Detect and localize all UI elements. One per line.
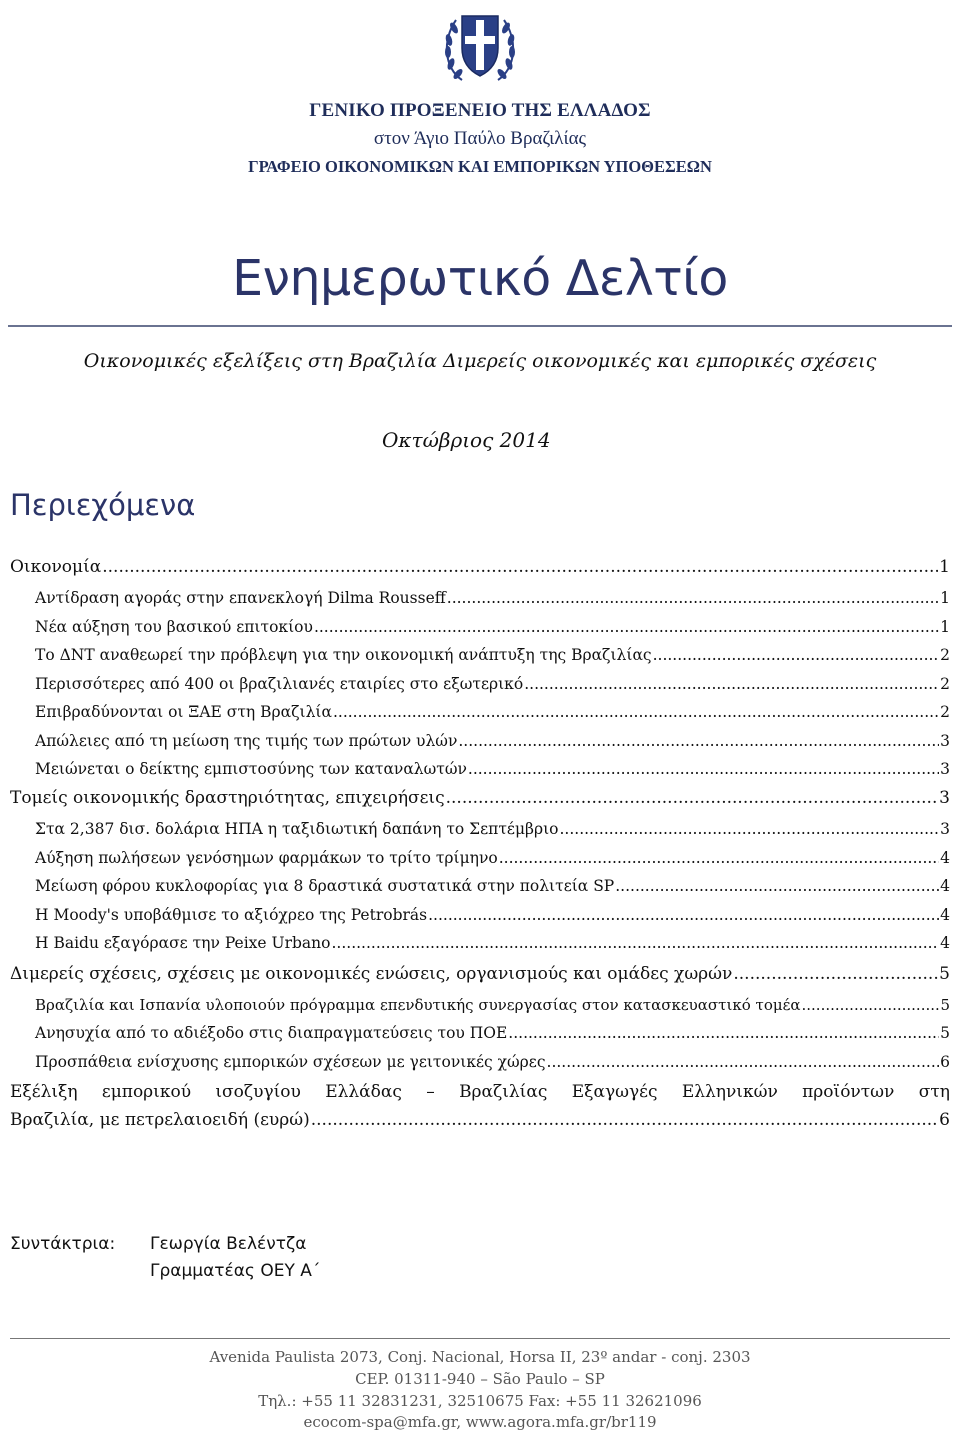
toc-entry-text: Αντίδραση αγοράς στην επανεκλογή Dilma Rousseff <box>35 589 446 607</box>
toc-entry-text: Μειώνεται ο δείκτης εμπιστοσύνης των καταναλωτών <box>35 760 467 778</box>
toc-entry-text: Βραζιλία, με πετρελαιοειδή (ευρώ) <box>10 1110 310 1130</box>
toc-leader <box>653 646 940 664</box>
toc-page-number: 1 <box>940 618 950 636</box>
footer-divider <box>10 1338 950 1339</box>
toc-entry[interactable] <box>35 877 950 895</box>
toc-entry-text: Απώλειες από τη μείωση της τιμής των πρώτων υλών <box>35 732 458 750</box>
toc-entry-text: Βραζιλία και Ισπανία υλοποιούν πρόγραμμα επενδυτικής συνεργασίας στον κατασκευαστικό τομέα <box>35 996 801 1014</box>
toc-leader <box>508 1024 939 1042</box>
document-subtitle: Οικονομικές εξελίξεις στη Βραζιλία Διμερείς οικονομικές και εμπορικές σχέσεις <box>83 350 877 372</box>
toc-entry-wrapped[interactable] <box>10 1082 950 1130</box>
toc-leader <box>733 964 938 984</box>
toc-page-number: 4 <box>940 849 950 867</box>
footer-phone: Τηλ.: +55 11 32831231, 32510675 Fax: +55 11 32621096 <box>258 1392 702 1410</box>
toc-entry-text: Το ΔΝΤ αναθεωρεί την πρόβλεψη για την οικονομική ανάπτυξη της Βραζιλίας <box>35 646 652 664</box>
toc-entry[interactable] <box>35 1053 950 1071</box>
organization-name: ΓΕΝΙΚΟ ΠΡΟΞΕΝΕΙΟ ΤΗΣ ΕΛΛΑΔΟΣ <box>309 100 651 121</box>
toc-entry[interactable] <box>35 1024 950 1042</box>
footer-address: Avenida Paulista 2073, Conj. Nacional, Horsa II, 23º andar - conj. 2303 <box>209 1348 751 1366</box>
footer-postcode: CEP. 01311-940 – São Paulo – SP <box>355 1370 605 1388</box>
toc-entry-text: Προσπάθεια ενίσχυσης εμπορικών σχέσεων με γειτονικές χώρες <box>35 1053 546 1071</box>
toc-word: εμπορικού <box>101 1082 192 1102</box>
author-name: Γεωργία Βελέντζα <box>150 1234 307 1254</box>
footer-contact: ecocom-spa@mfa.gr, www.agora.mfa.gr/br119 <box>303 1413 657 1431</box>
toc-page-number: 4 <box>940 877 950 895</box>
toc-entry[interactable] <box>35 646 950 664</box>
toc-entry-text: Ανησυχία από το αδιέξοδο στις διαπραγματεύσεις του ΠΟΕ <box>35 1024 508 1042</box>
toc-entry-text: Η Moody's υποβάθμισε το αξιόχρεο της Petrobrás <box>35 906 428 924</box>
toc-page-number: 6 <box>940 1053 950 1071</box>
toc-page-number: 3 <box>940 760 950 778</box>
toc-entry[interactable] <box>35 589 950 607</box>
toc-leader <box>311 1110 938 1130</box>
toc-page-number: 3 <box>939 788 950 808</box>
toc-word: Ελληνικών <box>681 1082 778 1102</box>
toc-entry[interactable] <box>35 675 950 693</box>
toc-page-number: 4 <box>940 934 950 952</box>
toc-entry[interactable] <box>35 732 950 750</box>
toc-heading: Περιεχόμενα <box>10 488 196 522</box>
toc-leader <box>428 906 939 924</box>
toc-entry-text: Οικονομία <box>10 557 102 577</box>
toc-entry[interactable] <box>35 703 950 721</box>
toc-leader <box>333 703 939 721</box>
toc-entry[interactable] <box>35 934 950 952</box>
toc-leader <box>447 589 939 607</box>
greek-coat-of-arms-icon <box>432 2 528 86</box>
author-label: Συντάκτρια: <box>10 1234 116 1254</box>
toc-entry-line1 <box>10 1082 950 1102</box>
toc-leader <box>468 760 939 778</box>
title-divider <box>8 325 952 327</box>
toc-entry[interactable] <box>10 788 950 808</box>
author-role: Γραμματέας ΟΕΥ Α΄ <box>150 1261 321 1281</box>
toc-entry[interactable] <box>35 618 950 636</box>
toc-page-number: 3 <box>940 820 950 838</box>
toc-leader <box>331 934 939 952</box>
toc-leader <box>458 732 939 750</box>
toc-leader <box>446 788 939 808</box>
toc-word: Εξέλιξη <box>10 1082 78 1102</box>
toc-word: ισοζυγίου <box>215 1082 301 1102</box>
toc-entry-text: Νέα αύξηση του βασικού επιτοκίου <box>35 618 313 636</box>
toc-leader <box>802 996 940 1014</box>
document-title: Ενημερωτικό Δελτίο <box>232 250 728 307</box>
toc-word: – <box>426 1082 435 1102</box>
toc-entry-text: Στα 2,387 δισ. δολάρια ΗΠΑ η ταξιδιωτική δαπάνη το Σεπτέμβριο <box>35 820 559 838</box>
toc-leader <box>499 849 939 867</box>
toc-page-number: 1 <box>939 557 950 577</box>
toc-page-number: 2 <box>940 646 950 664</box>
toc-page-number: 5 <box>939 964 950 984</box>
toc-entry[interactable] <box>35 820 950 838</box>
toc-entry-line2 <box>10 1110 950 1130</box>
toc-entry[interactable] <box>35 760 950 778</box>
toc-leader <box>560 820 940 838</box>
office-name: ΓΡΑΦΕΙΟ ΟΙΚΟΝΟΜΙΚΩΝ ΚΑΙ ΕΜΠΟΡΙΚΩΝ ΥΠΟΘΕΣΕΩΝ <box>248 157 712 176</box>
issue-date: Οκτώβριος 2014 <box>382 428 551 452</box>
toc-entry-text: Μείωση φόρου κυκλοφορίας για 8 δραστικά συστατικά στην πολιτεία SP <box>35 877 615 895</box>
toc-entry-text: Περισσότερες από 400 οι βραζιλιανές εταιρίες στο εξωτερικό <box>35 675 524 693</box>
toc-leader <box>615 877 939 895</box>
toc-page-number: 5 <box>940 996 950 1014</box>
toc-page-number: 1 <box>940 589 950 607</box>
organization-location: στον Άγιο Παύλο Βραζιλίας <box>373 128 587 149</box>
toc-entry[interactable] <box>35 996 950 1014</box>
toc-word: Ελλάδας <box>325 1082 402 1102</box>
toc-page-number: 5 <box>940 1024 950 1042</box>
toc-page-number: 6 <box>939 1110 950 1130</box>
toc-page-number: 2 <box>940 703 950 721</box>
toc-word: προϊόντων <box>802 1082 895 1102</box>
toc-leader <box>314 618 939 636</box>
toc-word: Βραζιλίας <box>459 1082 548 1102</box>
toc-entry[interactable] <box>35 906 950 924</box>
toc-word: Εξαγωγές <box>571 1082 658 1102</box>
toc-entry-text: Διμερείς σχέσεις, σχέσεις με οικονομικές ενώσεις, οργανισμούς και ομάδες χωρών <box>10 964 733 984</box>
toc-leader <box>524 675 939 693</box>
toc-page-number: 2 <box>940 675 950 693</box>
toc-entry[interactable] <box>35 849 950 867</box>
toc-leader <box>102 557 938 577</box>
toc-entry[interactable] <box>10 557 950 577</box>
toc-entry-text: Τομείς οικονομικής δραστηριότητας, επιχειρήσεις <box>10 788 445 808</box>
toc-entry[interactable] <box>10 964 950 984</box>
toc-entry-text: Επιβραδύνονται οι ΞΑΕ στη Βραζιλία <box>35 703 332 721</box>
toc-entry-text: Η Baidu εξαγόρασε την Peixe Urbano <box>35 934 331 952</box>
toc-leader <box>547 1053 940 1071</box>
toc-entry-text: Αύξηση πωλήσεων γενόσημων φαρμάκων το τρίτο τρίμηνο <box>35 849 498 867</box>
toc-page-number: 4 <box>940 906 950 924</box>
toc-word: στη <box>918 1082 950 1102</box>
toc-page-number: 3 <box>940 732 950 750</box>
